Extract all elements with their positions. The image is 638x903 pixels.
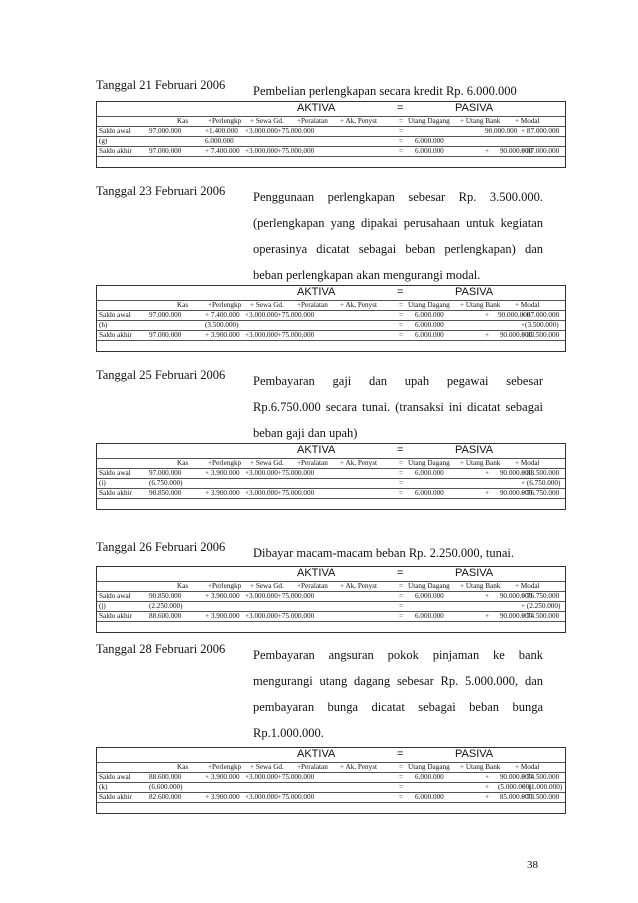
equation-header-row (97, 286, 565, 301)
cell-ud: 6.000.000 (415, 137, 444, 145)
cell-kas: 97.000.000 (149, 331, 182, 339)
equals-sign: = (397, 286, 404, 298)
cell-perl: 6.000.000 (205, 137, 234, 145)
empty-row (97, 146, 565, 156)
entry-date: Tanggal 26 Februari 2006 (96, 540, 226, 554)
cell-eq: = (399, 127, 404, 135)
col-header-akpenyst: + Ak, Penyst (340, 582, 378, 590)
equation-header-row (97, 567, 565, 582)
cell-kas: 97.000.000 (149, 311, 182, 319)
empty-row (97, 330, 565, 340)
accounting-equation-table (96, 566, 566, 633)
description-line: Dibayar macam-macam beban Rp. 2.250.000, tunai. (253, 546, 515, 560)
entry-date: Tanggal 25 Februari 2006 (96, 368, 226, 382)
description-line: (perlengkapan yang dipakai perusahaan untuk kegiatan (253, 216, 543, 230)
cell-eq: = (399, 783, 404, 791)
cell-kas: 90.850.000 (149, 592, 182, 600)
cell-label: Saldo awal (99, 773, 131, 781)
cell-sewa-per: +3.000.000+75.000.000 (245, 469, 315, 477)
cell-kas: (6.750.000) (149, 479, 183, 487)
pasiva-label: PASIVA (455, 102, 494, 114)
cell-modal: + 76.750.000 (521, 489, 560, 497)
cell-kas: (2.250.000) (149, 602, 183, 610)
accounting-equation-table (96, 285, 566, 352)
cell-ud: 6.000.000 (415, 773, 444, 781)
aktiva-label: AKTIVA (297, 444, 336, 456)
empty-row (97, 488, 565, 498)
equals-sign: = (397, 567, 404, 579)
cell-ud: 6.000.000 (415, 331, 444, 339)
aktiva-label: AKTIVA (297, 286, 336, 298)
description-line: Rp.1.000.000. (253, 726, 324, 740)
cell-sewa-per: +3.000.000+75.000.000 (245, 331, 315, 339)
cell-modal: + 74.500.000 (521, 612, 560, 620)
description-line: beban gaji dan upah) (253, 426, 358, 440)
col-header-utang-bank: + Utang Bank (460, 582, 501, 590)
accounting-equation-table (96, 101, 566, 168)
col-header-kas: Kas (177, 459, 189, 467)
equals-sign: = (397, 102, 404, 114)
cell-modal: + 74.500.000 (521, 773, 560, 781)
cell-ud: 6.000.000 (415, 469, 444, 477)
cell-label: Saldo akhir (99, 489, 132, 497)
description-line: Pembayaran gaji dan upah pegawai sebesar (253, 374, 543, 388)
cell-perl: + 3.900.000 (205, 469, 240, 477)
description-line: Pembelian perlengkapan secara kredit Rp. 6.000.000 (253, 84, 517, 98)
col-header-perlengkapan: +Perlengkp (208, 763, 242, 771)
cell-ud: 6.000.000 (415, 592, 444, 600)
cell-eq: = (399, 331, 404, 339)
col-header-modal: + Modal (515, 582, 540, 590)
col-header-modal: + Modal (515, 459, 540, 467)
col-header-perlengkapan: +Perlengkp (208, 117, 242, 125)
entry-description (253, 642, 543, 746)
cell-sewa-per: +3.000.000+75.000.000 (245, 773, 315, 781)
cell-perl: + 3.900.000 (205, 612, 240, 620)
pasiva-label: PASIVA (455, 444, 494, 456)
equation-header-row (97, 748, 565, 763)
cell-eq: = (399, 311, 404, 319)
accounting-equation-table (96, 443, 566, 510)
cell-sewa-per: +3.000.000+75.000.000 (245, 612, 315, 620)
cell-perl: +1.400.000 (205, 127, 238, 135)
cell-kas: 97.000.000 (149, 469, 182, 477)
cell-sewa-per: +3.000.000+75.000.000 (245, 311, 315, 319)
col-header-sewa: + Sewa Gd. (250, 301, 284, 309)
cell-ub: + 90.000.000 (485, 489, 533, 497)
cell-eq: = (399, 137, 404, 145)
empty-row (97, 792, 565, 802)
cell-eq: = (399, 479, 404, 487)
cell-modal: + 87.000.000 (521, 147, 560, 155)
cell-ub: + 90.000.000 (485, 311, 531, 319)
cell-label: Saldo awal (99, 592, 131, 600)
page-number: 38 (527, 859, 538, 871)
cell-sewa-per: +3.000.000+75.000.000 (245, 592, 315, 600)
cell-label: Saldo akhir (99, 331, 132, 339)
col-header-utang-bank: + Utang Bank (460, 117, 501, 125)
cell-perl: + 3.900.000 (205, 592, 240, 600)
cell-modal: + 76.750.000 (521, 592, 560, 600)
cell-eq: = (399, 469, 404, 477)
col-header-sewa: + Sewa Gd. (250, 459, 284, 467)
description-line: operasinya dicatat sebagai beban perlengkapan) dan (253, 242, 543, 256)
pasiva-label: PASIVA (455, 748, 494, 760)
cell-modal: + (1.000.000) (521, 783, 563, 791)
cell-ub: + (5.000.000) (485, 783, 532, 791)
col-header-kas: Kas (177, 301, 189, 309)
col-header-eq: = (399, 763, 404, 771)
cell-ud: 6.000.000 (415, 147, 444, 155)
col-header-utang-dagang: Utang Dagang (408, 459, 450, 467)
cell-label: Saldo awal (99, 127, 131, 135)
cell-kas: (6.600.000) (149, 783, 183, 791)
aktiva-label: AKTIVA (297, 748, 336, 760)
cell-label: Saldo akhir (99, 612, 132, 620)
col-header-utang-bank: + Utang Bank (460, 459, 501, 467)
cell-perl: + 3.900.000 (205, 793, 240, 801)
cell-label: (i) (99, 479, 106, 487)
cell-eq: = (399, 773, 404, 781)
cell-perl: + 3.900.000 (205, 489, 240, 497)
cell-ub: + 85.000.000 (485, 793, 533, 801)
col-header-perlengkapan: +Perlengkp (208, 301, 242, 309)
entry-date: Tanggal 21 Februari 2006 (96, 78, 226, 92)
entry-description (253, 368, 543, 446)
col-header-akpenyst: + Ak, Penyst (340, 117, 378, 125)
cell-ud: 6.000.000 (415, 489, 444, 497)
cell-label: Saldo akhir (99, 147, 132, 155)
entry-date: Tanggal 28 Februari 2006 (96, 642, 226, 656)
col-header-sewa: + Sewa Gd. (250, 582, 284, 590)
description-line: pembayaran bunga dicatat sebagai beban bunga (253, 700, 543, 714)
cell-ub: + 90.000.000 (485, 331, 533, 339)
cell-perl: + 3.900.000 (205, 773, 240, 781)
col-header-eq: = (399, 459, 404, 467)
cell-kas: 82.600.000 (149, 793, 182, 801)
col-header-kas: Kas (177, 763, 189, 771)
col-header-modal: + Modal (515, 117, 540, 125)
col-header-akpenyst: + Ak, Penyst (340, 763, 378, 771)
col-header-sewa: + Sewa Gd. (250, 117, 284, 125)
cell-kas: 97.000.000 (149, 147, 182, 155)
description-line: beban perlengkapan akan mengurangi modal. (253, 268, 481, 282)
cell-eq: = (399, 147, 404, 155)
cell-label: Saldo awal (99, 311, 131, 319)
cell-label: Saldo akhir (99, 793, 132, 801)
cell-kas: 90.850.000 (149, 489, 182, 497)
col-header-akpenyst: + Ak, Penyst (340, 459, 378, 467)
col-header-eq: = (399, 582, 404, 590)
col-header-peralatan: +Peralatan (297, 763, 328, 771)
col-header-utang-dagang: Utang Dagang (408, 301, 450, 309)
col-header-utang-bank: + Utang Bank (460, 763, 501, 771)
col-header-eq: = (399, 117, 404, 125)
cell-kas: 97.000.000 (149, 127, 182, 135)
aktiva-label: AKTIVA (297, 102, 336, 114)
cell-sewa-per: +3.000.000+75.000.000 (245, 127, 315, 135)
cell-perl: (3.500.000) (205, 321, 239, 329)
cell-eq: = (399, 612, 404, 620)
entry-description (253, 184, 543, 288)
cell-ub: + 90.000.000 (485, 147, 533, 155)
col-header-sewa: + Sewa Gd. (250, 763, 284, 771)
col-header-peralatan: +Peralatan (297, 459, 328, 467)
description-line: Pembayaran angsuran pokok pinjaman ke bank (253, 648, 543, 662)
cell-eq: = (399, 793, 404, 801)
equation-header-row (97, 444, 565, 459)
col-header-akpenyst: + Ak, Penyst (340, 301, 378, 309)
cell-ub: 90.000.000 (485, 127, 518, 135)
cell-sewa-per: +3.000.000+75.000.000 (245, 489, 315, 497)
col-header-modal: + Modal (515, 301, 540, 309)
empty-row (97, 611, 565, 621)
entry-date: Tanggal 23 Februari 2006 (96, 184, 226, 198)
col-header-modal: + Modal (515, 763, 540, 771)
cell-modal: + 87.000.000 (521, 127, 560, 135)
cell-modal: + 87.000.000 (521, 311, 560, 319)
cell-sewa-per: +3.000.000+75.000.000 (245, 147, 315, 155)
cell-ub: + 90.000.000 (485, 592, 533, 600)
cell-modal: + (2.250.000) (521, 602, 561, 610)
cell-label: (k) (99, 783, 108, 791)
cell-eq: = (399, 602, 404, 610)
col-header-peralatan: +Peralatan (297, 582, 328, 590)
cell-eq: = (399, 321, 404, 329)
cell-ud: 6.000.000 (415, 321, 444, 329)
cell-kas: 88.600.000 (149, 612, 182, 620)
cell-eq: = (399, 489, 404, 497)
aktiva-label: AKTIVA (297, 567, 336, 579)
pasiva-label: PASIVA (455, 567, 494, 579)
cell-modal: +(3.500.000) (521, 321, 559, 329)
col-header-utang-bank: + Utang Bank (460, 301, 501, 309)
cell-label: (g) (99, 137, 108, 145)
cell-modal: + (6.750.000) (521, 479, 561, 487)
col-header-kas: Kas (177, 582, 189, 590)
pasiva-label: PASIVA (455, 286, 494, 298)
col-header-peralatan: +Peralatan (297, 301, 328, 309)
cell-sewa-per: +3.000.000+75.000.000 (245, 793, 315, 801)
col-header-eq: = (399, 301, 404, 309)
equals-sign: = (397, 444, 404, 456)
cell-kas: 88.600.000 (149, 773, 182, 781)
cell-ub: + 90.000.000 (485, 773, 533, 781)
col-header-perlengkapan: +Perlengkp (208, 459, 242, 467)
cell-modal: + 83.500.000 (521, 331, 560, 339)
entry-description (253, 540, 543, 566)
cell-perl: + 7.400.000 (205, 311, 240, 319)
cell-ud: 6.000.000 (415, 793, 444, 801)
cell-modal: + 83.500.000 (521, 469, 560, 477)
accounting-equation-table (96, 747, 566, 814)
cell-ud: 6.000.000 (415, 311, 444, 319)
cell-label: (j) (99, 602, 106, 610)
equation-header-row (97, 102, 565, 117)
col-header-utang-dagang: Utang Dagang (408, 763, 450, 771)
col-header-peralatan: +Peralatan (297, 117, 328, 125)
cell-modal: + 73.500.000 (521, 793, 560, 801)
description-line: Penggunaan perlengkapan sebesar Rp. 3.500.000. (253, 190, 543, 204)
col-header-utang-dagang: Utang Dagang (408, 117, 450, 125)
cell-eq: = (399, 592, 404, 600)
cell-ub: + 90.000.000 (485, 469, 533, 477)
cell-label: (h) (99, 321, 108, 329)
cell-perl: + 3.900.000 (205, 331, 240, 339)
cell-ud: 6.000.000 (415, 612, 444, 620)
col-header-utang-dagang: Utang Dagang (408, 582, 450, 590)
equals-sign: = (397, 748, 404, 760)
col-header-perlengkapan: +Perlengkp (208, 582, 242, 590)
cell-ub: + 90.000.000 (485, 612, 533, 620)
cell-perl: + 7.400.000 (205, 147, 240, 155)
col-header-kas: Kas (177, 117, 189, 125)
description-line: mengurangi utang dagang sebesar Rp. 5.000.000, dan (253, 674, 543, 688)
cell-label: Saldo awal (99, 469, 131, 477)
description-line: Rp.6.750.000 secara tunai. (transaksi ini dicatat sebagai (253, 400, 543, 414)
